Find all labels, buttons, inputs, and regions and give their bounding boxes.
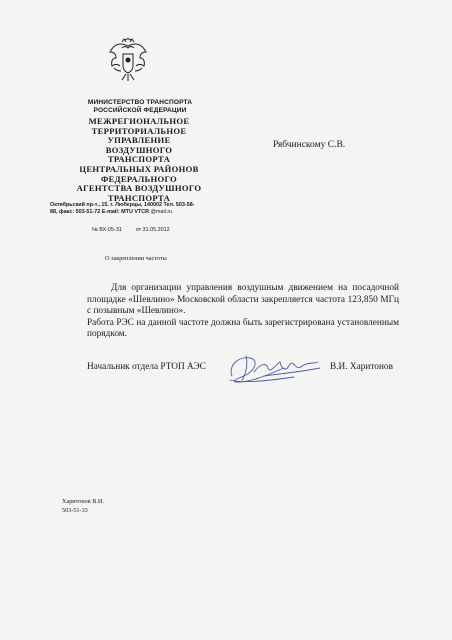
email-domain: @mail.ru bbox=[150, 209, 173, 215]
address-line: Октябрьский пр-т., 15. г. Люберцы, 140002 Тел. 503-58- bbox=[50, 202, 195, 208]
russian-coat-of-arms-icon bbox=[108, 38, 148, 84]
agency-line: АГЕНТСТВА ВОЗДУШНОГО bbox=[76, 183, 202, 194]
executor-phone: 503-51-33 bbox=[62, 506, 88, 514]
agency-line: ТРАНСПОРТА bbox=[107, 154, 171, 165]
body-paragraph: Для организации управления воздушным движением на посадочной площадке «Шевлино» Московской области закрепляется частота 123,850 МГц с позывным «Шевлино». bbox=[87, 283, 399, 316]
registration-line bbox=[92, 227, 170, 233]
agency-line: ЦЕНТРАЛЬНЫХ РАЙОНОВ bbox=[79, 163, 199, 174]
address-line-contacts bbox=[50, 209, 230, 216]
registration-number: № ВХ-05-31 bbox=[92, 227, 122, 233]
agency-line: ТРАНСПОРТА bbox=[107, 192, 171, 203]
agency-line: МЕЖРЕГИОНАЛЬНОЕ bbox=[88, 116, 190, 126]
executor-info bbox=[62, 498, 104, 515]
ministry-line: МИНИСТЕРСТВО ТРАНСПОРТА bbox=[87, 99, 193, 106]
signatory-title: Начальник отдела РТОП АЭС bbox=[87, 362, 206, 372]
executor-name: Харитонов В.И. bbox=[62, 498, 104, 505]
ministry-name bbox=[80, 99, 200, 115]
ministry-line: РОССИЙСКОЙ ФЕДЕРАЦИИ bbox=[93, 107, 187, 114]
agency-line: УПРАВЛЕНИЕ bbox=[107, 135, 171, 146]
agency-address bbox=[50, 202, 230, 216]
signatory-name: В.И. Харитонов bbox=[330, 362, 393, 372]
letter-body bbox=[87, 283, 399, 341]
agency-line: ВОЗДУШНОГО bbox=[105, 144, 173, 155]
agency-line: ФЕДЕРАЛЬНОГО bbox=[100, 173, 178, 184]
address-contacts: 88, факс: 503-51-72 E-mail: MTU VTCR bbox=[50, 209, 150, 215]
handwritten-signature-icon bbox=[224, 350, 324, 386]
letter-subject: О закреплении частоты bbox=[105, 255, 167, 262]
agency-line: ТЕРРИТОРИАЛЬНОЕ bbox=[91, 125, 187, 136]
registration-date: от 31.05.2012 bbox=[135, 227, 170, 233]
recipient-name: Рябчинскому С.В. bbox=[273, 140, 346, 150]
agency-name bbox=[52, 117, 226, 203]
body-paragraph: Работа РЭС на данной частоте должна быть зарегистрирована установленным порядком. bbox=[87, 317, 399, 339]
